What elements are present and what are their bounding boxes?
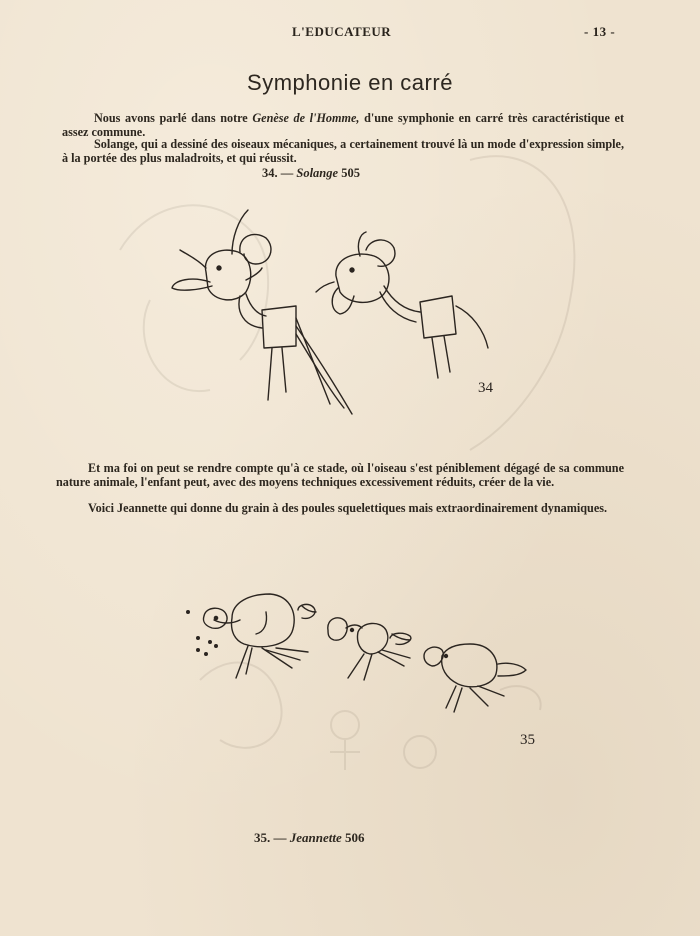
paragraph-1-start: Nous avons parlé dans notre — [94, 111, 253, 125]
journal-name: L'EDUCATEUR — [292, 24, 392, 39]
drawing-34-label: 34 — [478, 380, 493, 396]
figure-35-code: 506 — [345, 830, 365, 845]
article-title: Symphonie en carré — [247, 70, 453, 95]
figure-34-number: 34. — — [262, 166, 294, 180]
figure-34-code: 505 — [341, 166, 360, 180]
drawing-35-label: 35 — [520, 732, 535, 748]
paragraph-1-end: d'une symphonie en carré très caractéristique et assez commune. — [62, 111, 625, 139]
figure-35-number: 35. — — [254, 830, 287, 845]
paragraph-4-text: Voici Jeannette qui donne du grain à des poules squelettiques mais extraordinairement dynamiques. — [88, 501, 608, 515]
page-number: - 13 - — [584, 24, 616, 39]
book-title: Genèse de l'Homme, — [252, 111, 360, 125]
figure-35-author: Jeannette — [289, 830, 342, 845]
paragraph-3-text: Et ma foi on peut se rendre compte qu'à ce stade, où l'oiseau s'est péniblement dégagé de sa commune nature animale, l'enfant peut, avec des moyens techniques excessivement réduits, créer de la vie. — [56, 461, 624, 489]
figure-35-caption — [254, 830, 365, 846]
paragraph-2-text: Solange, qui a dessiné des oiseaux mécaniques, a certainement trouvé là un mode d'expression simple, à la portée des plus maladroits, et qui réussit. — [62, 137, 624, 165]
figure-34-author: Solange — [296, 166, 339, 180]
